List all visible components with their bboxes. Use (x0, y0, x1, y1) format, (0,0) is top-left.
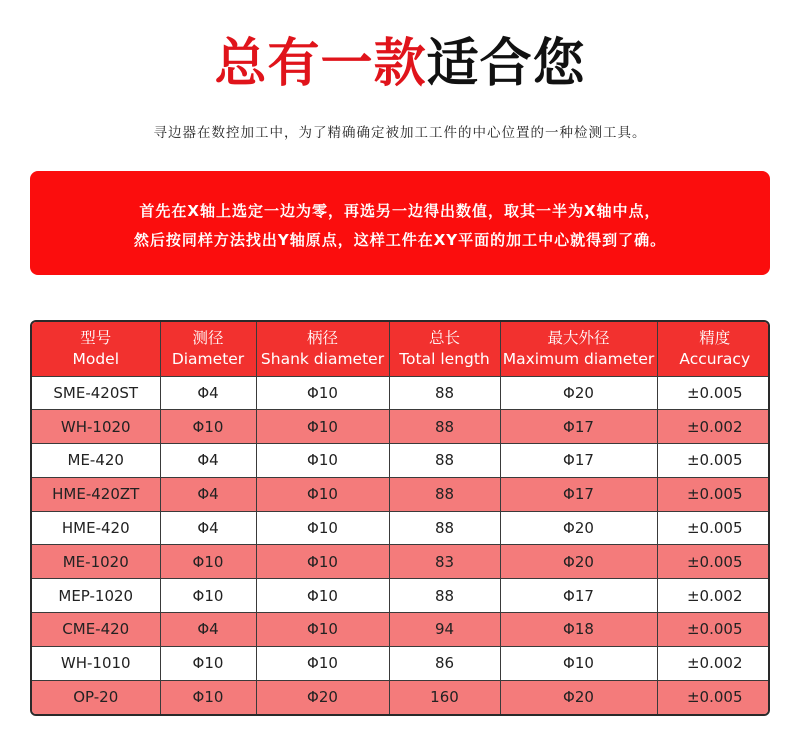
col-header-max-diameter (500, 322, 657, 376)
table-row (32, 579, 770, 613)
spec-table (30, 320, 770, 716)
cell-total-length: 88 (389, 579, 500, 613)
cell-accuracy: ±0.005 (657, 613, 770, 647)
col-header-shank-diameter (256, 322, 389, 376)
cell-max-diameter: Φ20 (500, 511, 657, 545)
col-header-cn: 精度 (699, 328, 731, 347)
col-header-total-length (389, 322, 500, 376)
cell-model: ME-1020 (32, 545, 160, 579)
col-header-cn: 柄径 (306, 328, 338, 347)
cell-accuracy: ±0.005 (657, 477, 770, 511)
col-header-cn: 最大外径 (547, 328, 610, 347)
cell-model: ME-420 (32, 444, 160, 478)
col-header-cn: 型号 (80, 328, 112, 347)
cell-accuracy: ±0.005 (657, 545, 770, 579)
cell-max-diameter: Φ17 (500, 579, 657, 613)
cell-total-length: 83 (389, 545, 500, 579)
page-subtitle: 寻边器在数控加工中，为了精确确定被加工工件的中心位置的一种检测工具。 (153, 125, 647, 141)
table-row (32, 646, 770, 680)
cell-total-length: 88 (389, 477, 500, 511)
cell-model: SME-420ST (32, 376, 160, 410)
cell-model: OP-20 (32, 680, 160, 714)
table-row (32, 477, 770, 511)
cell-model: HME-420ZT (32, 477, 160, 511)
table-header-row (32, 322, 770, 376)
cell-accuracy: ±0.002 (657, 646, 770, 680)
cell-diameter: Φ4 (160, 477, 256, 511)
cell-model: HME-420 (32, 511, 160, 545)
cell-accuracy: ±0.005 (657, 511, 770, 545)
cell-shank-diameter: Φ10 (256, 646, 389, 680)
cell-diameter: Φ10 (160, 410, 256, 444)
col-header-diameter (160, 322, 256, 376)
page-title (0, 28, 800, 100)
col-header-cn: 测径 (192, 328, 224, 347)
table-row (32, 545, 770, 579)
col-header-en: Accuracy (679, 349, 751, 368)
col-header-en: Diameter (171, 349, 245, 368)
cell-diameter: Φ4 (160, 613, 256, 647)
cell-diameter: Φ10 (160, 646, 256, 680)
cell-max-diameter: Φ18 (500, 613, 657, 647)
table-body (32, 376, 770, 714)
title-rest: 适合您 (426, 34, 586, 94)
cell-total-length: 160 (389, 680, 500, 714)
cell-total-length: 86 (389, 646, 500, 680)
col-header-model (32, 322, 160, 376)
cell-shank-diameter: Φ10 (256, 545, 389, 579)
cell-shank-diameter: Φ10 (256, 477, 389, 511)
col-header-cn: 总长 (428, 328, 460, 347)
cell-accuracy: ±0.005 (657, 376, 770, 410)
col-header-en: Maximum diameter (502, 349, 655, 368)
table-row (32, 613, 770, 647)
cell-max-diameter: Φ20 (500, 680, 657, 714)
cell-total-length: 88 (389, 444, 500, 478)
banner-line-2: 然后按同样方法找出Y轴原点，这样工件在XY平面的加工中心就得到了确。 (133, 231, 667, 249)
cell-shank-diameter: Φ10 (256, 613, 389, 647)
cell-diameter: Φ4 (160, 444, 256, 478)
table-row (32, 680, 770, 714)
info-banner (30, 171, 770, 275)
cell-model: WH-1020 (32, 410, 160, 444)
table-row (32, 376, 770, 410)
table-row (32, 410, 770, 444)
cell-accuracy: ±0.005 (657, 444, 770, 478)
cell-shank-diameter: Φ10 (256, 579, 389, 613)
cell-diameter: Φ10 (160, 545, 256, 579)
cell-model: MEP-1020 (32, 579, 160, 613)
cell-accuracy: ±0.005 (657, 680, 770, 714)
cell-diameter: Φ4 (160, 376, 256, 410)
cell-shank-diameter: Φ20 (256, 680, 389, 714)
cell-shank-diameter: Φ10 (256, 444, 389, 478)
col-header-en: Shank diameter (260, 349, 385, 368)
cell-max-diameter: Φ20 (500, 545, 657, 579)
cell-diameter: Φ10 (160, 680, 256, 714)
cell-max-diameter: Φ17 (500, 410, 657, 444)
cell-total-length: 88 (389, 511, 500, 545)
cell-shank-diameter: Φ10 (256, 376, 389, 410)
cell-accuracy: ±0.002 (657, 579, 770, 613)
table-row (32, 511, 770, 545)
col-header-en: Model (72, 349, 120, 368)
col-header-en: Total length (399, 349, 490, 368)
cell-total-length: 88 (389, 410, 500, 444)
cell-diameter: Φ10 (160, 579, 256, 613)
title-highlight: 总有一款 (214, 34, 427, 94)
cell-max-diameter: Φ10 (500, 646, 657, 680)
table-row (32, 444, 770, 478)
cell-model: CME-420 (32, 613, 160, 647)
cell-total-length: 94 (389, 613, 500, 647)
cell-accuracy: ±0.002 (657, 410, 770, 444)
cell-shank-diameter: Φ10 (256, 511, 389, 545)
cell-max-diameter: Φ17 (500, 444, 657, 478)
banner-line-1: 首先在X轴上选定一边为零，再选另一边得出数值，取其一半为X轴中点， (139, 202, 661, 220)
col-header-accuracy (657, 322, 770, 376)
cell-model: WH-1010 (32, 646, 160, 680)
cell-max-diameter: Φ20 (500, 376, 657, 410)
cell-diameter: Φ4 (160, 511, 256, 545)
cell-max-diameter: Φ17 (500, 477, 657, 511)
cell-shank-diameter: Φ10 (256, 410, 389, 444)
cell-total-length: 88 (389, 376, 500, 410)
